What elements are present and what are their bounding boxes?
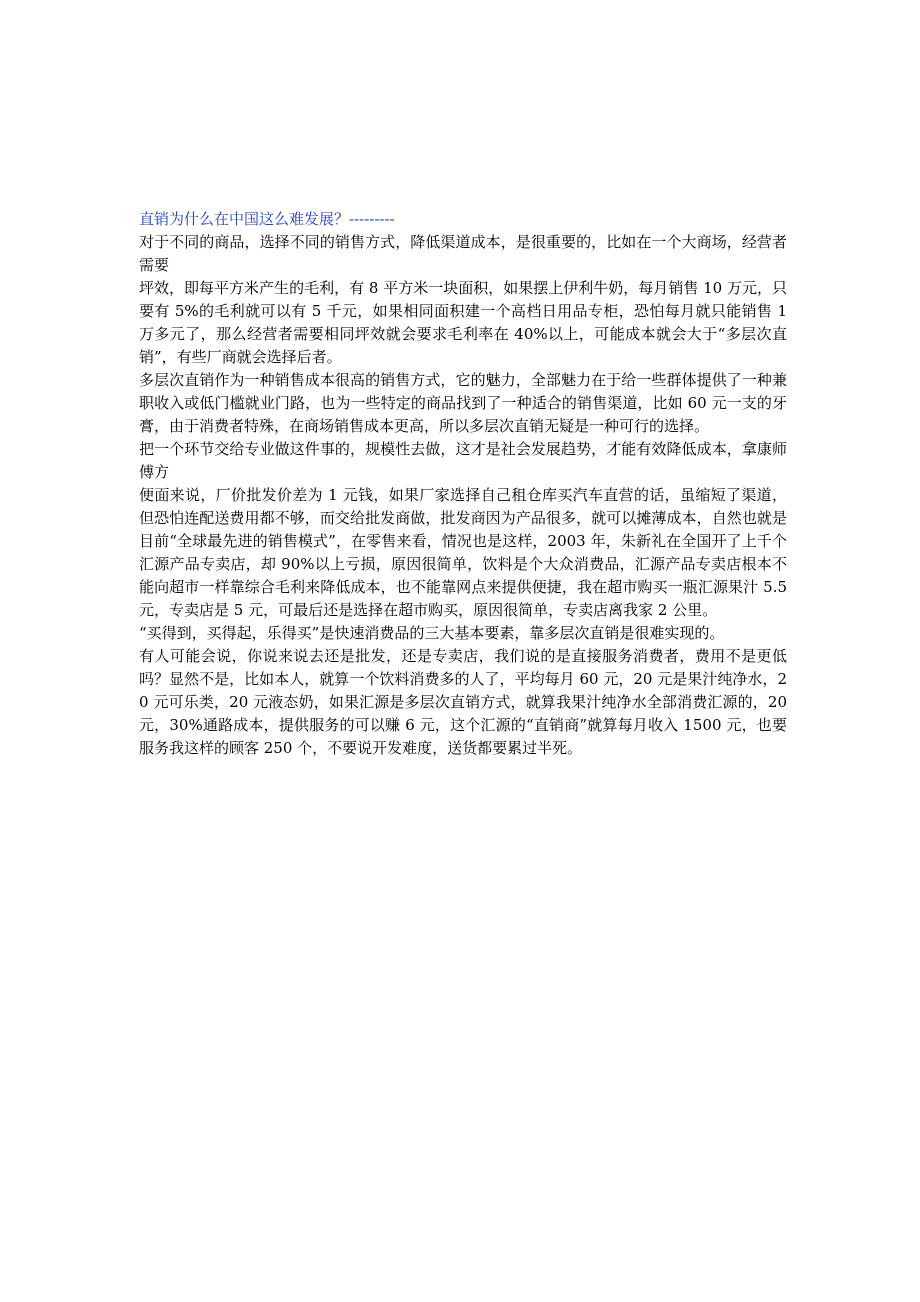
paragraph-7: 有人可能会说，你说来说去还是批发，还是专卖店，我们说的是直接服务消费者，费用不是更低吗？显然不是，比如本人，就算一个饮料消费多的人了，平均每月 60 元，20 元是果汁纯净水，20 元可乐类，20 元液态奶，如果汇源是多层次直销方式，就算我果汁纯净水全部消费汇源的，20 元，30%通路成本，提供服务的可以赚 6 元，这个汇源的“直销商”就算每月收入 1500 元，也要服务我这样的顾客 250 个，不要说开发难度，送货都要累过半死。 xyxy=(139,647,787,757)
paragraph-3: 多层次直销作为一种销售成本很高的销售方式，它的魅力，全部魅力在于给一些群体提供了一种兼职收入或低门槛就业门路，也为一些特定的商品找到了一种适合的销售渠道，比如 60 元一支的牙膏，由于消费者特殊，在商场销售成本更高，所以多层次直销无疑是一种可行的选择。 xyxy=(139,371,787,435)
paragraph-5: 便面来说，厂价批发价差为 1 元钱，如果厂家选择自己租仓库买汽车直营的话，虽缩短了渠道，但恐怕连配送费用都不够，而交给批发商做，批发商因为产品很多，就可以摊薄成本，自然也就是目前“全球最先进的销售模式”，在零售来看，情况也是这样，2003 年，朱新礼在全国开了上千个汇源产品专卖店，却 90%以上亏损，原因很简单，饮料是个大众消费品，汇源产品专卖店根本不能向超市一样靠综合毛利来降低成本，也不能靠网点来提供便捷，我在超市购买一瓶汇源果汁 5.5 元，专卖店是 5 元，可最后还是选择在超市购买，原因很简单，专卖店离我家 2 公里。 xyxy=(139,486,787,619)
paragraph-2: 坪效，即每平方米产生的毛利，有 8 平方米一块面积，如果摆上伊利牛奶，每月销售 10 万元，只要有 5%的毛利就可以有 5 千元，如果相同面积建一个高档日用品专柜，恐怕每月就只能销售 1 万多元了，那么经营者需要相同坪效就会要求毛利率在 40%以上，可能成本就会大于“多层次直销”，有些厂商就会选择后者。 xyxy=(139,279,787,366)
document-body xyxy=(139,208,787,760)
paragraph-6: “买得到，买得起，乐得买”是快速消费品的三大基本要素，靠多层次直销是很难实现的。 xyxy=(139,624,725,642)
paragraph-1: 对于不同的商品，选择不同的销售方式，降低渠道成本，是很重要的，比如在一个大商场，经营者需要 xyxy=(139,233,787,274)
document-title: 直销为什么在中国这么难发展？--------- xyxy=(139,210,395,228)
paragraph-4: 把一个环节交给专业做这件事的，规模性去做，这才是社会发展趋势，才能有效降低成本，拿康师傅方 xyxy=(139,440,787,481)
